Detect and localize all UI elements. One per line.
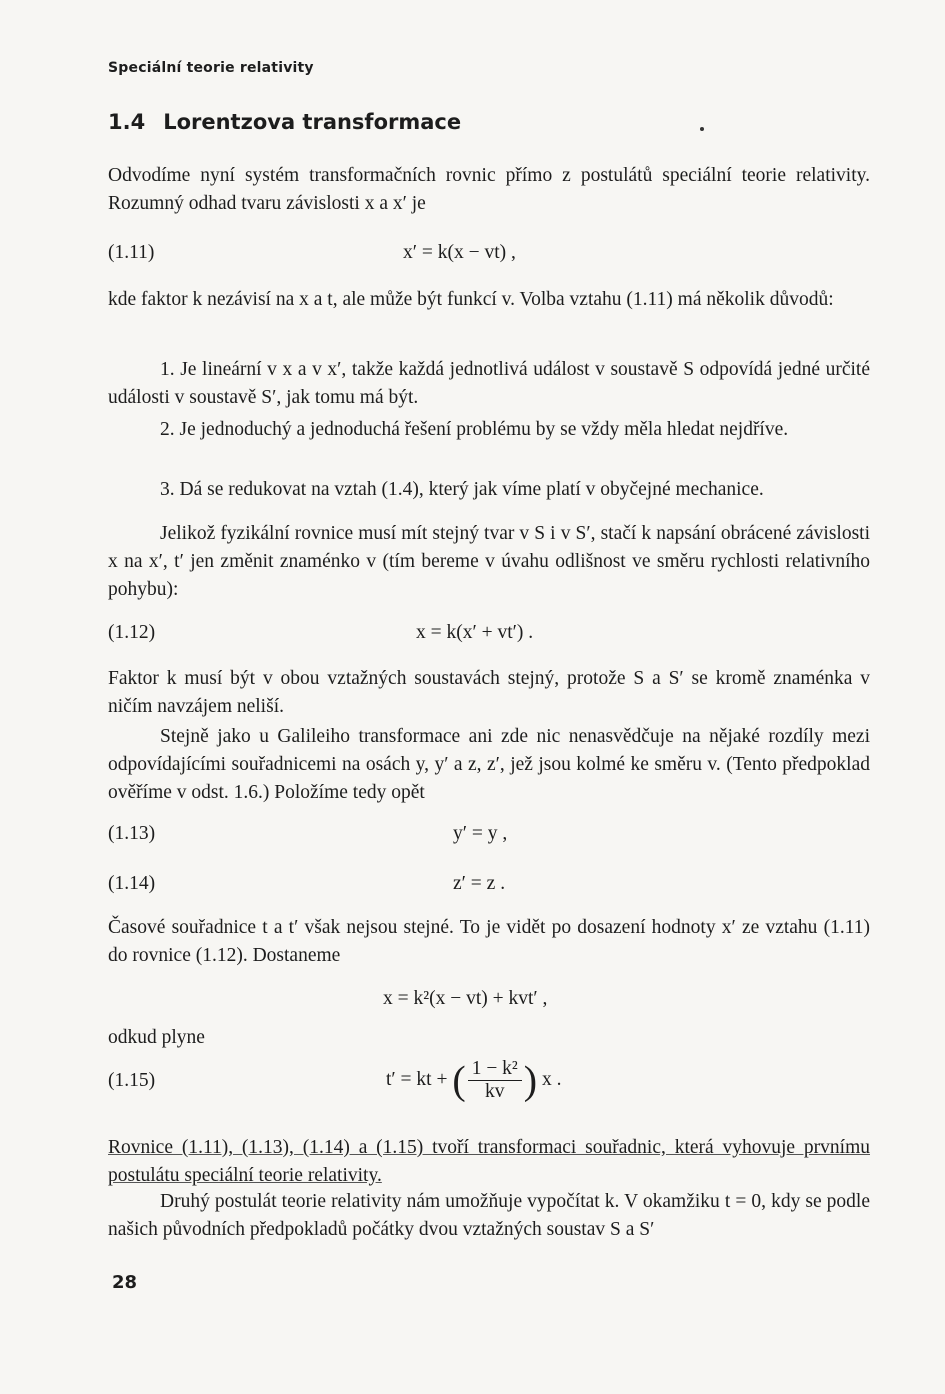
formula-rhs: x . — [541, 1068, 562, 1090]
paragraph-factor: Faktor k musí být v obou vztažných soustavách stejný, protože S a S′ se kromě znaménka v ničím navzájem neliší. — [108, 668, 870, 717]
left-paren: ( — [452, 1057, 466, 1103]
list-item-1: 1. Je lineární v x a v x′, takže každá jednotlivá událost v soustavě S odpovídá jedné určité události v soustavě S′, jak tomu má být. — [108, 359, 870, 408]
equation-label: (1.15) — [108, 1070, 156, 1091]
equation-1-11 — [108, 242, 870, 272]
paragraph-galileo: Stejně jako u Galileiho transformace ani zde nic nenasvědčuje na nějaké rozdíly mezi odpovídajícími souřadnicemi na osách y, y′ a z, z′, jež jsou kolmé ke směru v. (Tento předpoklad ověříme v odst. 1.6.) Položíme tedy opět — [108, 726, 870, 803]
print-speck — [700, 127, 704, 131]
section-number: 1.4 — [108, 110, 146, 134]
paragraph-whence: odkud plyne — [108, 1027, 205, 1048]
equation-substitution — [108, 988, 870, 1018]
equation-formula — [386, 1058, 561, 1103]
equation-1-12 — [108, 622, 870, 652]
fraction — [468, 1058, 522, 1103]
paragraph-reasons: kde faktor k nezávisí na x a t, ale může být funkcí v. Volba vztahu (1.11) má několik důvodů: — [108, 289, 834, 310]
paragraph-summary: Rovnice (1.11), (1.13), (1.14) a (1.15) tvoří transformaci souřadnic, která vyhovuje prvnímu postulátu speciální teorie relativity. — [108, 1137, 870, 1186]
equation-1-13 — [108, 823, 870, 853]
fraction-denominator: kv — [484, 1081, 505, 1102]
page-number: 28 — [112, 1272, 138, 1293]
equation-formula: x = k²(x − vt) + kvt′ , — [383, 988, 548, 1009]
equation-formula: y′ = y , — [453, 823, 508, 844]
section-heading — [108, 110, 461, 134]
section-title: Lorentzova transformace — [163, 110, 462, 134]
equation-label: (1.11) — [108, 242, 155, 263]
equation-1-15 — [108, 1058, 870, 1116]
fraction-numerator: 1 − k² — [468, 1058, 522, 1081]
equation-formula: z′ = z . — [453, 873, 506, 894]
right-paren: ) — [523, 1057, 538, 1103]
equation-label: (1.13) — [108, 823, 156, 844]
equation-formula: x = k(x′ + vt′) . — [416, 622, 534, 643]
equation-label: (1.12) — [108, 622, 156, 643]
paragraph-intro: Odvodíme nyní systém transformačních rovnic přímo z postulátů speciální teorie relativity. Rozumný odhad tvaru závislosti x a x′ je — [108, 165, 870, 214]
paragraph-time: Časové souřadnice t a t′ však nejsou stejné. To je vidět po dosazení hodnoty x′ ze vztahu (1.11) do rovnice (1.12). Dostaneme — [108, 917, 870, 966]
running-head: Speciální teorie relativity — [108, 60, 314, 76]
equation-formula: x′ = k(x − vt) , — [403, 242, 516, 263]
equation-label: (1.14) — [108, 873, 156, 894]
list-item-3: 3. Dá se redukovat na vztah (1.4), který jak víme platí v obyčejné mechanice. — [160, 479, 764, 500]
formula-lhs: t′ = kt + — [386, 1068, 448, 1090]
equation-1-14 — [108, 873, 870, 903]
paragraph-inverse: Jelikož fyzikální rovnice musí mít stejný tvar v S i v S′, stačí k napsání obrácené závislosti x na x′, t′ jen změnit znaménko v (tím bereme v úvahu odlišnost ve směru rychlosti relativního pohybu): — [108, 523, 870, 600]
list-item-2: 2. Je jednoduchý a jednoduchá řešení problému by se vždy měla hledat nejdříve. — [160, 419, 789, 440]
paragraph-second-postulate: Druhý postulát teorie relativity nám umožňuje vypočítat k. V okamžiku t = 0, kdy se podle našich původních předpokladů počátky dvou vztažných soustav S a S′ — [108, 1191, 870, 1240]
